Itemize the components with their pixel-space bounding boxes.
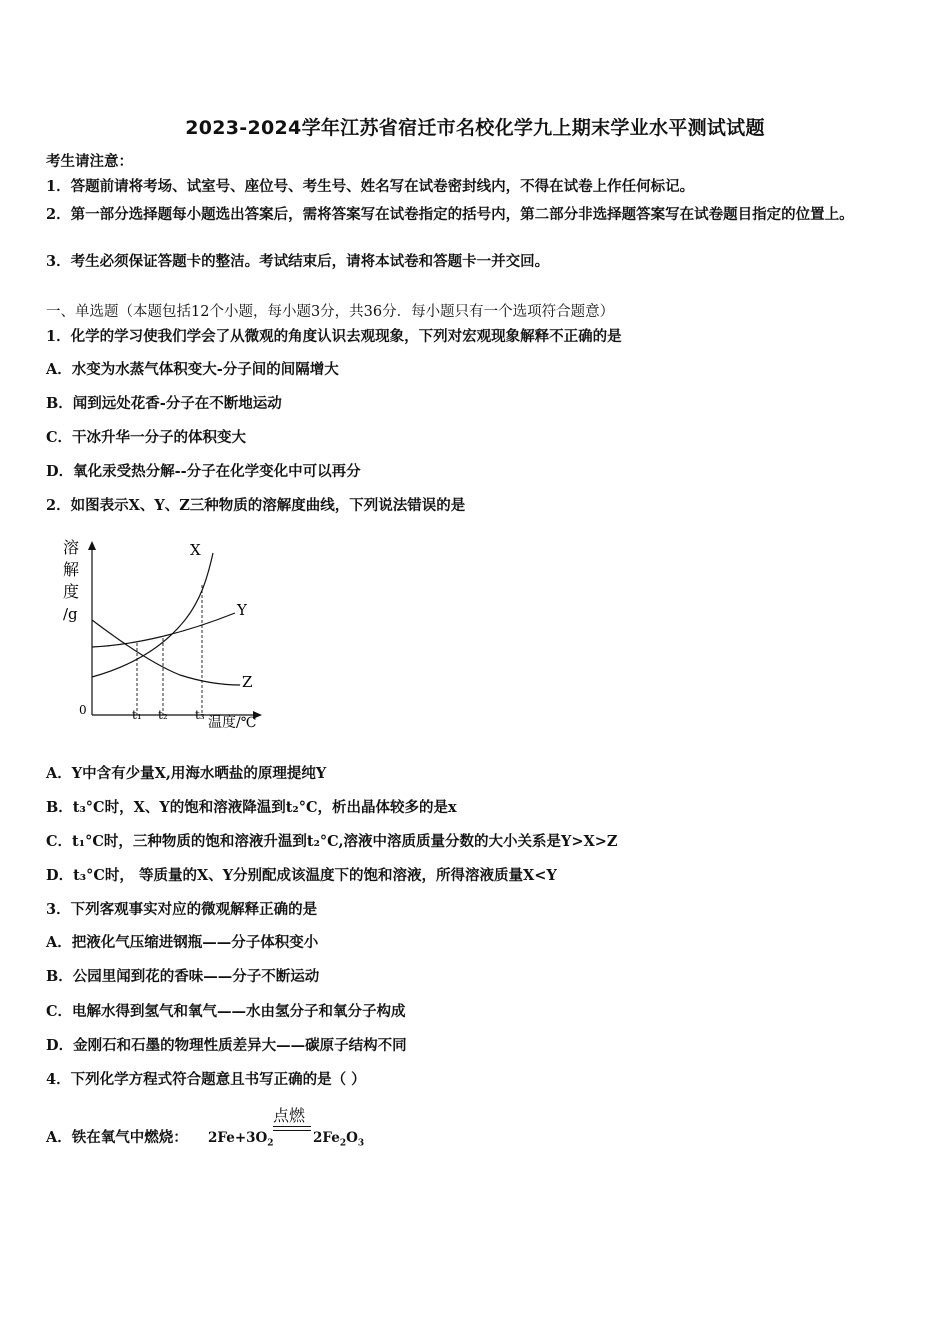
page-title: 2023-2024学年江苏省宿迁市名校化学九上期末学业水平测试试题 bbox=[185, 117, 765, 139]
q1-option-c: C．干冰升华一分子的体积变大 bbox=[46, 429, 247, 446]
chart-ylabel-4: /g bbox=[63, 605, 78, 623]
q2-option-b: B．t₃°C时，X、Y的饱和溶液降温到t₂°C，析出晶体较多的是x bbox=[46, 799, 457, 816]
q4-option-a-label: A．铁在氧气中燃烧： bbox=[46, 1129, 188, 1146]
series-x-curve bbox=[92, 553, 213, 677]
q3-option-d: D．金刚石和石墨的物理性质差异大——碳原子结构不同 bbox=[46, 1037, 407, 1054]
section-heading: 一、单选题（本题包括12个小题，每小题3分，共36分．每小题只有一个选项符合题意） bbox=[46, 304, 615, 320]
q2-option-d: D．t₃°C时， 等质量的X、Y分别配成该温度下的饱和溶液，所得溶液质量X<Y bbox=[46, 867, 557, 884]
q2-option-c: C．t₁°C时，三种物质的饱和溶液升温到t₂°C,溶液中溶质质量分数的大小关系是Y>X>Z bbox=[46, 833, 618, 850]
notice-heading: 考生请注意： bbox=[46, 153, 133, 170]
notice-item-1: 1．答题前请将考场、试室号、座位号、考生号、姓名写在试卷密封线内，不得在试卷上作任何标记。 bbox=[46, 178, 695, 195]
series-z-label: Z bbox=[242, 673, 253, 691]
q2-option-a: A．Y中含有少量X,用海水晒盐的原理提纯Y bbox=[46, 765, 327, 782]
q4-stem: 4．下列化学方程式符合题意且书写正确的是（ ） bbox=[46, 1071, 366, 1088]
q3-option-c: C．电解水得到氢气和氧气——水由氢分子和氧分子构成 bbox=[46, 1003, 406, 1020]
chart-origin: 0 bbox=[79, 703, 87, 717]
chart-tick-t2: t₂ bbox=[158, 708, 168, 722]
chart-ylabel-1: 溶 bbox=[63, 538, 80, 557]
q4-equation-bar-top bbox=[273, 1126, 311, 1127]
q3-option-b: B．公园里闻到花的香味——分子不断运动 bbox=[46, 968, 320, 985]
chart-y-arrow bbox=[88, 541, 96, 550]
solubility-chart bbox=[55, 535, 275, 735]
q1-option-a: A．水变为水蒸气体积变大-分子间的间隔增大 bbox=[46, 361, 339, 378]
q1-stem: 1．化学的学习使我们学会了从微观的角度认识去观现象，下列对宏观现象解释不正确的是 bbox=[46, 328, 622, 345]
series-x-label: X bbox=[190, 541, 201, 559]
chart-ylabel-3: 度 bbox=[63, 582, 80, 601]
q3-stem: 3．下列客观事实对应的微观解释正确的是 bbox=[46, 901, 318, 918]
notice-item-3: 3．考生必须保证答题卡的整洁。考试结束后，请将本试卷和答题卡一并交回。 bbox=[46, 253, 550, 270]
series-z-curve bbox=[92, 620, 240, 685]
q1-option-b: B．闻到远处花香-分子在不断地运动 bbox=[46, 395, 282, 412]
q1-option-d: D．氧化汞受热分解--分子在化学变化中可以再分 bbox=[46, 463, 361, 480]
q4-equation-right: $2Fe_2O_3$ bbox=[313, 1130, 365, 1149]
q4-equation-left: $2Fe+3O_2$ bbox=[208, 1130, 274, 1149]
q4-equation-bar-bottom bbox=[273, 1130, 311, 1131]
q3-option-a: A．把液化气压缩进钢瓶——分子体积变小 bbox=[46, 934, 319, 951]
q4-equation-condition: 点燃 bbox=[273, 1106, 306, 1125]
notice-item-2: 2．第一部分选择题每小题选出答案后，需将答案写在试卷指定的括号内，第二部分非选择题答案写在试卷题目指定的位置上。 bbox=[46, 206, 854, 223]
chart-tick-t1: t₁ bbox=[132, 708, 142, 722]
series-y-label: Y bbox=[237, 601, 247, 619]
chart-ylabel-2: 解 bbox=[63, 560, 80, 579]
q2-stem: 2．如图表示X、Y、Z三种物质的溶解度曲线，下列说法错误的是 bbox=[46, 497, 466, 514]
chart-xlabel: 温度/℃ bbox=[208, 715, 257, 731]
chart-tick-t3: t₃ bbox=[195, 708, 205, 722]
